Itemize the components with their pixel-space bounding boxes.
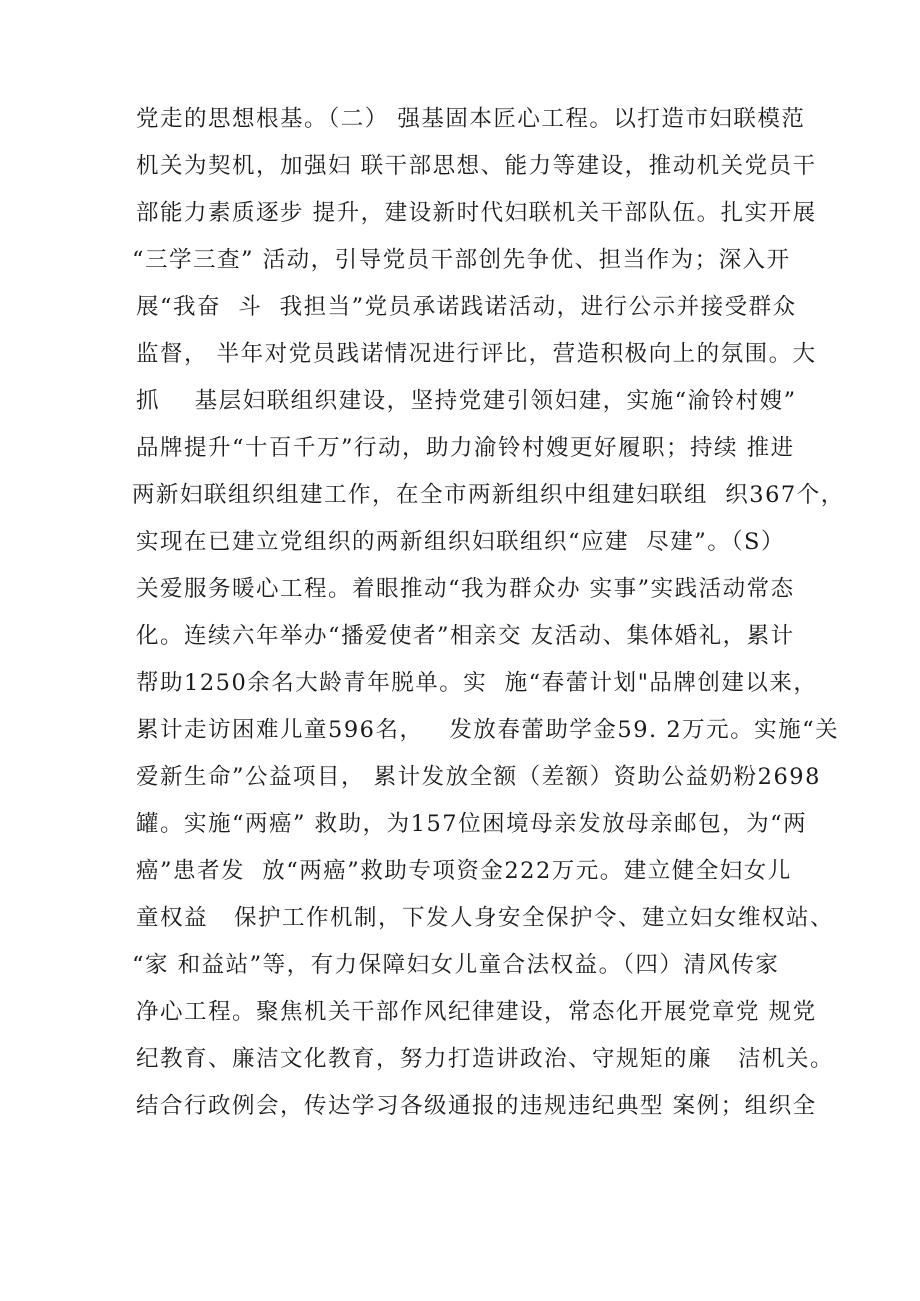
text-line: 童权益 保护工作机制，下发人身安全保护令、建立妇女维权站、 — [136, 905, 834, 931]
text-line: 癌”患者发 放“两癌”救助专项资金222万元。建立健全妇女儿 — [136, 858, 792, 884]
text-line: 展“我奋 斗 我担当”党员承诺践诺活动，进行公示并接受群众 — [136, 294, 797, 320]
text-line: 监督， 半年对党员践诺情况进行评比，营造积极向上的氛围。大 — [136, 341, 817, 367]
text-line: 帮助1250余名大龄青年脱单。实 施“春蕾计划"品牌创建以来， — [136, 670, 818, 696]
text-line: 品牌提升“十百千万”行动，助力渝铃村嫂更好履职；持续 推进 — [136, 435, 795, 461]
text-line: 机关为契机，加强妇 联干部思想、能力等建设，推动机关党员干 — [136, 153, 817, 179]
text-line: 净心工程。聚焦机关干部作风纪律建设，常态化开展党章党 规党 — [136, 999, 817, 1025]
text-line: 化。连续六年举办“播爱使者”相亲交 友活动、集体婚礼，累计 — [136, 623, 795, 649]
text-line: 罐。实施“两癌” 救助，为157位困境母亲发放母亲邮包，为“两 — [136, 811, 808, 837]
text-line: 爱新生命”公益项目， 累计发放全额（差额）资助公益奶粉2698 — [136, 764, 821, 790]
text-line: “家 和益站”等，有力保障妇女儿童合法权益。（四）清风传家 — [132, 952, 780, 978]
text-line: 抓 基层妇联组织建设，坚持党建引领妇建，实施“渝铃村嫂” — [136, 388, 797, 414]
text-line: 结合行政例会，传达学习各级通报的违规违纪典型 案例；组织全 — [136, 1093, 817, 1119]
text-line: 纪教育、廉洁文化教育，努力打造讲政治、守规矩的廉 洁机关。 — [136, 1046, 834, 1072]
text-line: 部能力素质逐步 提升，建设新时代妇联机关干部队伍。扎实开展 — [136, 200, 817, 226]
text-line: 关爱服务暖心工程。着眼推动“我为群众办 实事”实践活动常态 — [136, 576, 795, 602]
text-line: 实现在已建立党组织的两新组织妇联组织“应建 尽建”。（S） — [136, 529, 785, 555]
text-line: 两新妇联组织组建工作，在全市两新组织中组建妇联组 织367个， — [132, 482, 845, 508]
text-line: 累计走访困难儿童596名， 发放春蕾助学金59. 2万元。实施“关 — [136, 717, 840, 743]
text-line: 党走的思想根基。（二） 强基固本匠心工程。以打造市妇联模范 — [136, 106, 806, 132]
text-line: “三学三查” 活动，引导党员干部创先争优、担当作为；深入开 — [132, 247, 791, 273]
